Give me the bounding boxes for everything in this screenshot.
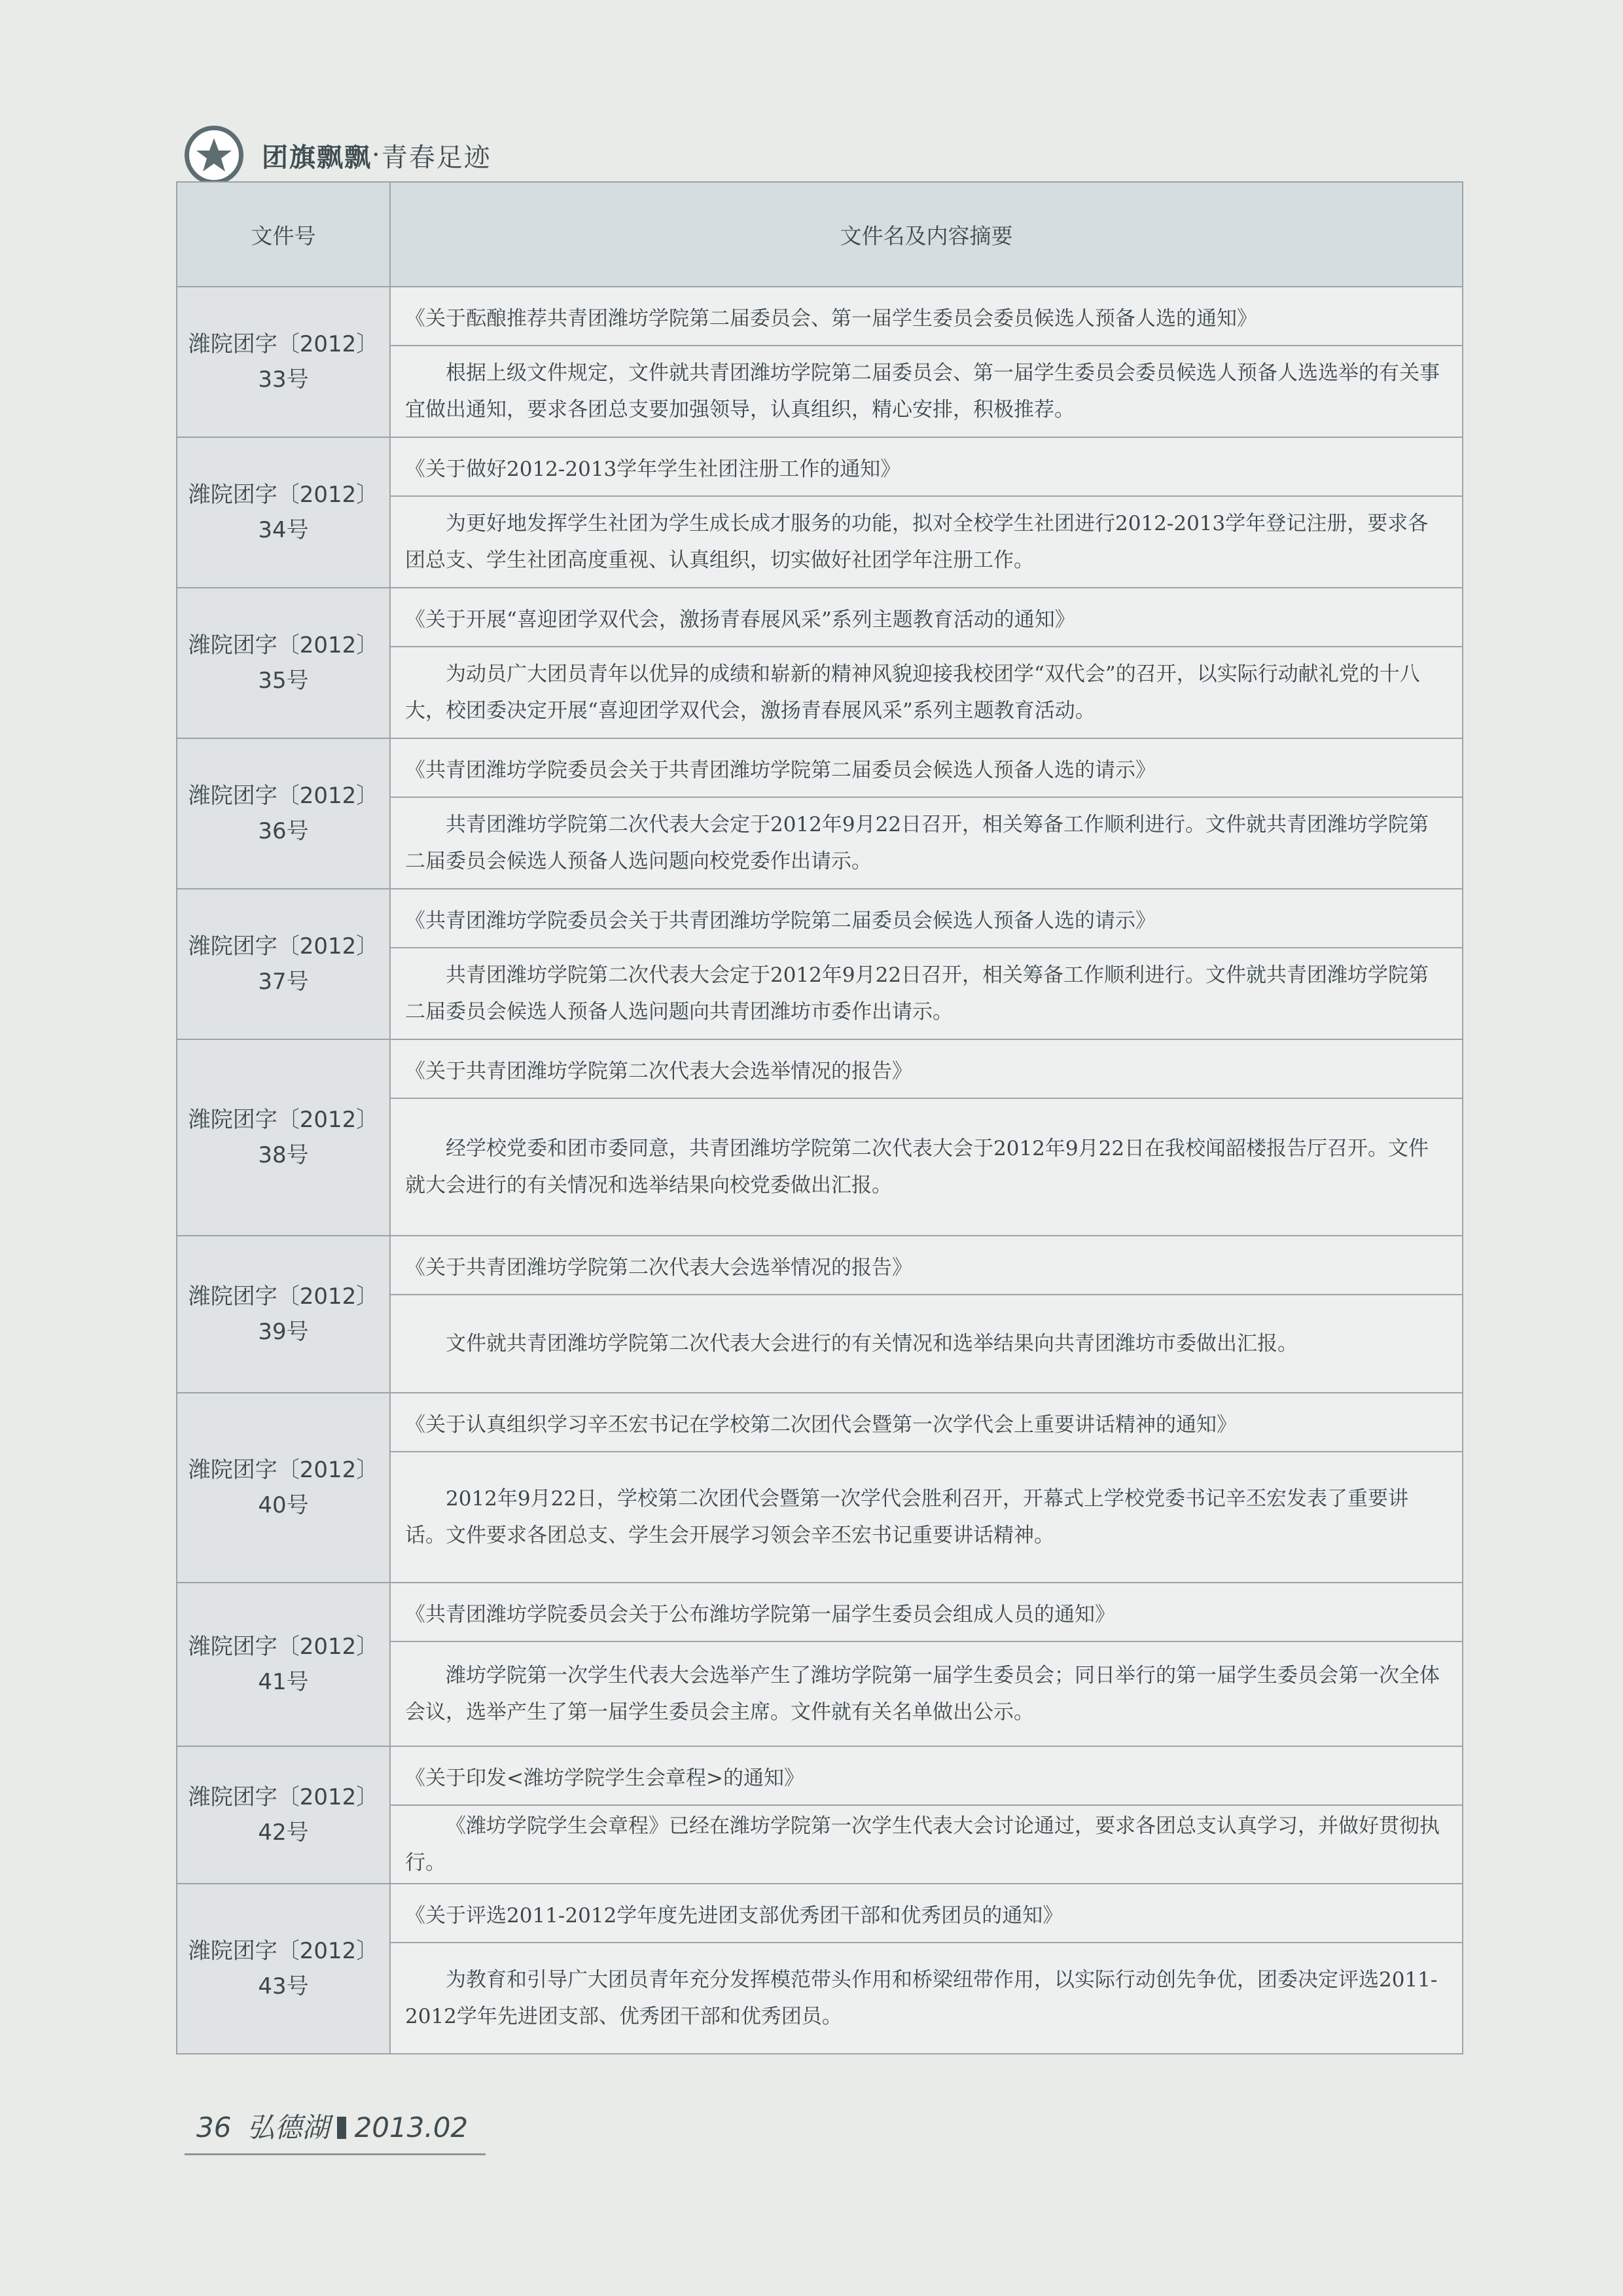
doc-summary-cell: 潍坊学院第一次学生代表大会选举产生了潍坊学院第一届学生委员会；同日举行的第一届学生委员会第一次全体会议，选举产生了第一届学生委员会主席。文件就有关名单做出公示。 <box>390 1641 1463 1746</box>
table-row <box>177 1583 1463 1641</box>
doc-summary-cell: 为教育和引导广大团员青年充分发挥模范带头作用和桥梁纽带作用，以实际行动创先争优，团委决定评选2011-2012学年先进团支部、优秀团干部和优秀团员。 <box>390 1943 1463 2054</box>
doc-number-cell <box>177 588 390 738</box>
table-row <box>177 287 1463 346</box>
doc-number-suffix: 35号 <box>258 668 309 694</box>
doc-number-suffix: 38号 <box>258 1142 309 1168</box>
doc-number-prefix: 潍院团字〔2012〕 <box>188 1634 379 1660</box>
star-emblem-icon <box>185 126 243 185</box>
page-footer <box>196 2106 491 2145</box>
doc-title-cell: 《关于共青团潍坊学院第二次代表大会选举情况的报告》 <box>390 1039 1463 1098</box>
doc-summary-cell: 为更好地发挥学生社团为学生成长成才服务的功能，拟对全校学生社团进行2012-2013学年登记注册，要求各团总支、学生社团高度重视、认真组织，切实做好社团学年注册工作。 <box>390 496 1463 588</box>
doc-number-cell <box>177 1393 390 1583</box>
doc-number-suffix: 39号 <box>258 1319 309 1345</box>
table-row <box>177 889 1463 948</box>
doc-number-prefix: 潍院团字〔2012〕 <box>188 1784 379 1810</box>
doc-number-suffix: 40号 <box>258 1492 309 1518</box>
doc-summary-cell: 经学校党委和团市委同意，共青团潍坊学院第二次代表大会于2012年9月22日在我校闻韶楼报告厅召开。文件就大会进行的有关情况和选举结果向校党委做出汇报。 <box>390 1098 1463 1236</box>
doc-number-suffix: 34号 <box>258 517 309 543</box>
doc-number-suffix: 33号 <box>258 367 309 393</box>
doc-title-cell: 《关于共青团潍坊学院第二次代表大会选举情况的报告》 <box>390 1236 1463 1295</box>
page-header <box>185 126 491 185</box>
doc-title-cell: 《关于酝酿推荐共青团潍坊学院第二届委员会、第一届学生委员会委员候选人预备人选的通知》 <box>390 287 1463 346</box>
doc-number-prefix: 潍院团字〔2012〕 <box>188 482 379 508</box>
table-row <box>177 437 1463 496</box>
doc-title-cell: 《关于印发<潍坊学院学生会章程>的通知》 <box>390 1746 1463 1805</box>
doc-summary-cell: 共青团潍坊学院第二次代表大会定于2012年9月22日召开，相关筹备工作顺利进行。文件就共青团潍坊学院第二届委员会候选人预备人选问题向校党委作出请示。 <box>390 797 1463 889</box>
table-row <box>177 1884 1463 1943</box>
doc-number-prefix: 潍院团字〔2012〕 <box>188 632 379 658</box>
doc-summary-cell: 共青团潍坊学院第二次代表大会定于2012年9月22日召开，相关筹备工作顺利进行。文件就共青团潍坊学院第二届委员会候选人预备人选问题向共青团潍坊市委作出请示。 <box>390 948 1463 1039</box>
table-header-row <box>177 182 1463 287</box>
doc-number-cell <box>177 1039 390 1236</box>
doc-number-prefix: 潍院团字〔2012〕 <box>188 331 379 357</box>
table-row <box>177 1746 1463 1805</box>
doc-number-suffix: 42号 <box>258 1820 309 1846</box>
doc-number-cell <box>177 889 390 1039</box>
issue-number: 2013.02 <box>354 2111 469 2144</box>
table-row <box>177 1393 1463 1452</box>
doc-number-cell <box>177 1884 390 2054</box>
doc-number-prefix: 潍院团字〔2012〕 <box>188 1107 379 1133</box>
doc-number-cell <box>177 287 390 437</box>
doc-summary-cell: 2012年9月22日，学校第二次团代会暨第一次学代会胜利召开，开幕式上学校党委书记辛丕宏发表了重要讲话。文件要求各团总支、学生会开展学习领会辛丕宏书记重要讲话精神。 <box>390 1452 1463 1583</box>
table-row <box>177 1236 1463 1295</box>
section-subtitle: 青春足迹 <box>381 142 491 173</box>
doc-number-suffix: 37号 <box>258 969 309 995</box>
doc-number-suffix: 41号 <box>258 1669 309 1695</box>
doc-number-suffix: 36号 <box>258 818 309 844</box>
doc-title-cell: 《共青团潍坊学院委员会关于共青团潍坊学院第二届委员会候选人预备人选的请示》 <box>390 738 1463 797</box>
doc-summary-cell: 根据上级文件规定，文件就共青团潍坊学院第二届委员会、第一届学生委员会委员候选人预备人选选举的有关事宜做出通知，要求各团总支要加强领导，认真组织，精心安排，积极推荐。 <box>390 346 1463 437</box>
doc-title-cell: 《共青团潍坊学院委员会关于公布潍坊学院第一届学生委员会组成人员的通知》 <box>390 1583 1463 1641</box>
doc-number-cell <box>177 1236 390 1393</box>
doc-number-prefix: 潍院团字〔2012〕 <box>188 783 379 809</box>
doc-number-cell <box>177 1746 390 1884</box>
page-number: 36 <box>196 2111 232 2144</box>
doc-title-cell: 《共青团潍坊学院委员会关于共青团潍坊学院第二届委员会候选人预备人选的请示》 <box>390 889 1463 948</box>
header-content: 文件名及内容摘要 <box>390 182 1463 287</box>
title-separator: · <box>372 140 382 170</box>
doc-summary-cell: 文件就共青团潍坊学院第二次代表大会进行的有关情况和选举结果向共青团潍坊市委做出汇报。 <box>390 1295 1463 1393</box>
footer-rule <box>185 2153 486 2155</box>
table-row <box>177 738 1463 797</box>
footer-divider <box>337 2117 346 2139</box>
doc-number-cell <box>177 738 390 889</box>
doc-number-cell <box>177 1583 390 1746</box>
header-doc-number: 文件号 <box>177 182 390 287</box>
table-row <box>177 1039 1463 1098</box>
doc-number-suffix: 43号 <box>258 1973 309 2000</box>
table-row <box>177 588 1463 647</box>
document-table <box>176 181 1463 2054</box>
doc-number-prefix: 潍院团字〔2012〕 <box>188 933 379 960</box>
doc-number-prefix: 潍院团字〔2012〕 <box>188 1283 379 1310</box>
doc-title-cell: 《关于评选2011-2012学年度先进团支部优秀团干部和优秀团员的通知》 <box>390 1884 1463 1943</box>
doc-summary-cell: 《潍坊学院学生会章程》已经在潍坊学院第一次学生代表大会讨论通过，要求各团总支认真学习，并做好贯彻执行。 <box>390 1805 1463 1884</box>
magazine-name: 弘德湖 <box>247 2111 330 2144</box>
doc-number-cell <box>177 437 390 588</box>
doc-title-cell: 《关于开展“喜迎团学双代会，激扬青春展风采”系列主题教育活动的通知》 <box>390 588 1463 647</box>
doc-title-cell: 《关于做好2012-2013学年学生社团注册工作的通知》 <box>390 437 1463 496</box>
doc-number-prefix: 潍院团字〔2012〕 <box>188 1938 379 1964</box>
section-title: 团旗飘飘 <box>262 142 372 173</box>
doc-summary-cell: 为动员广大团员青年以优异的成绩和崭新的精神风貌迎接我校团学“双代会”的召开，以实际行动献礼党的十八大，校团委决定开展“喜迎团学双代会，激扬青春展风采”系列主题教育活动。 <box>390 647 1463 738</box>
doc-title-cell: 《关于认真组织学习辛丕宏书记在学校第二次团代会暨第一次学代会上重要讲话精神的通知》 <box>390 1393 1463 1452</box>
doc-number-prefix: 潍院团字〔2012〕 <box>188 1457 379 1483</box>
